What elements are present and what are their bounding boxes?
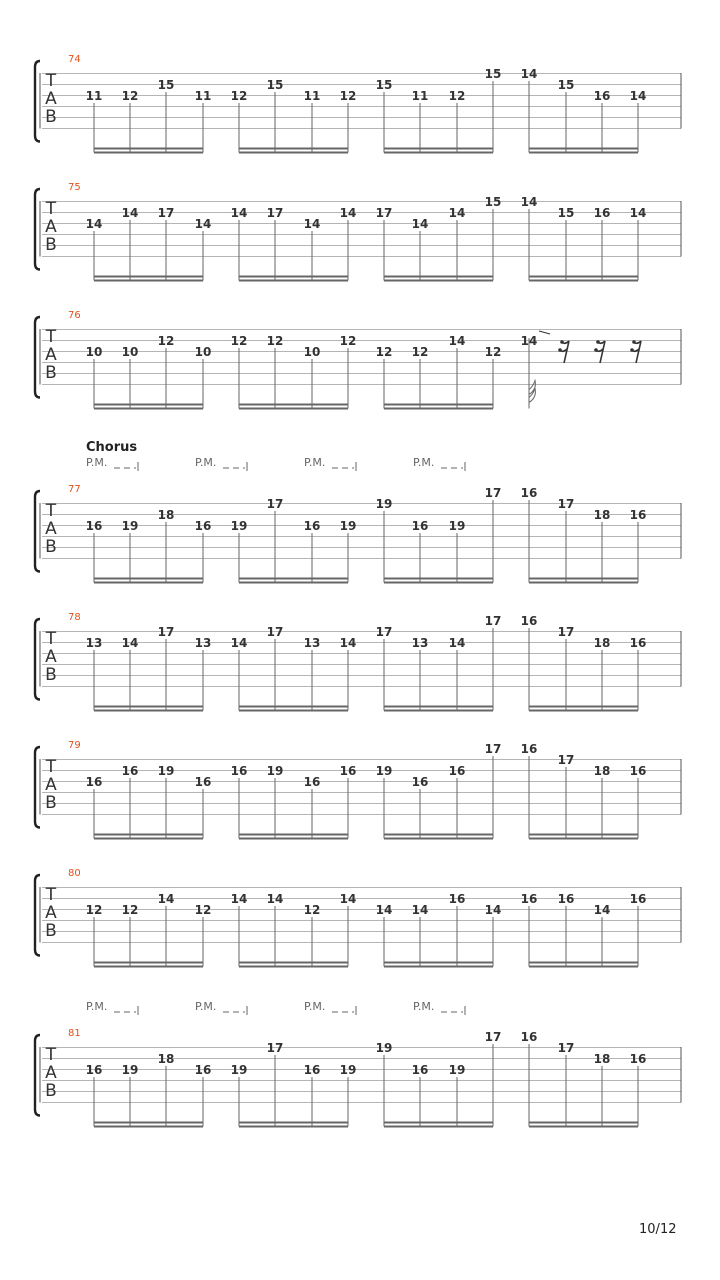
fret-number: 14 <box>266 892 284 906</box>
fret-number: 16 <box>411 519 429 533</box>
beam-line <box>529 578 638 580</box>
palm-mute-label: P.M. <box>195 1000 217 1013</box>
fret-number: 19 <box>230 519 248 533</box>
fret-number: 16 <box>629 764 647 778</box>
fret-number: 14 <box>339 206 357 220</box>
page-separator: / <box>655 1222 660 1237</box>
fret-number: 14 <box>484 903 502 917</box>
beam-line <box>94 710 203 712</box>
fret-number: 15 <box>557 206 575 220</box>
beam-line <box>94 706 203 708</box>
beam-line <box>94 276 203 278</box>
tab-system-74 <box>35 54 681 154</box>
tab-clef-letter: T <box>45 199 57 219</box>
note-flag <box>529 381 535 403</box>
beam-line <box>384 834 493 836</box>
fret-number: 10 <box>85 345 103 359</box>
fret-number: 14 <box>448 334 466 348</box>
fret-number: 11 <box>194 89 212 103</box>
tab-clef-letter: A <box>45 903 57 923</box>
fret-number: 17 <box>375 625 393 639</box>
beam-line <box>529 710 638 712</box>
measure-number: 75 <box>68 182 81 193</box>
fret-number: 16 <box>629 636 647 650</box>
fret-number: 19 <box>266 764 284 778</box>
fret-number: 12 <box>484 345 502 359</box>
beam-line <box>239 404 348 406</box>
fret-number: 17 <box>557 753 575 767</box>
fret-number: 14 <box>339 636 357 650</box>
tab-clef-letter: T <box>45 885 57 905</box>
palm-mute-label: P.M. <box>413 456 435 469</box>
beam-line <box>384 280 493 282</box>
tab-clef-letter: A <box>45 89 57 109</box>
fret-number: 18 <box>593 1052 611 1066</box>
beam-line <box>384 148 493 150</box>
beam-line <box>384 962 493 964</box>
system-bracket <box>35 619 40 700</box>
tab-clef-letter: B <box>45 107 57 127</box>
beam-line <box>94 834 203 836</box>
fret-number: 15 <box>557 78 575 92</box>
fret-number: 11 <box>85 89 103 103</box>
palm-mute-label: P.M. <box>86 456 108 469</box>
beam-line <box>239 838 348 840</box>
fret-number: 19 <box>121 1063 139 1077</box>
beam-line <box>94 582 203 584</box>
fret-number: 19 <box>375 497 393 511</box>
fret-number: 11 <box>411 89 429 103</box>
fret-number: 14 <box>411 903 429 917</box>
tab-clef-letter: T <box>45 71 57 91</box>
fret-number: 19 <box>339 519 357 533</box>
beam-line <box>529 152 638 154</box>
beam-line <box>94 962 203 964</box>
fret-number: 14 <box>303 217 321 231</box>
beam-line <box>529 1126 638 1128</box>
tab-clef-letter: B <box>45 363 57 383</box>
fret-number: 16 <box>303 1063 321 1077</box>
beam-line <box>529 706 638 708</box>
fret-number: 14 <box>629 89 647 103</box>
beam-line <box>94 404 203 406</box>
system-bracket <box>35 1035 40 1116</box>
beam-line <box>529 1122 638 1124</box>
fret-number: 14 <box>85 217 103 231</box>
fret-number: 14 <box>121 206 139 220</box>
beam-line <box>94 1126 203 1128</box>
beam-line <box>239 1126 348 1128</box>
fret-number: 14 <box>375 903 393 917</box>
beam-line <box>94 966 203 968</box>
fret-number: 19 <box>339 1063 357 1077</box>
fret-number: 10 <box>194 345 212 359</box>
fret-number: 17 <box>557 497 575 511</box>
fret-number: 14 <box>593 903 611 917</box>
fret-number: 17 <box>157 206 175 220</box>
fret-number: 16 <box>520 486 538 500</box>
fret-number: 17 <box>484 742 502 756</box>
beam-line <box>529 148 638 150</box>
rest-dot <box>560 340 564 344</box>
section-label: Chorus <box>86 440 138 455</box>
fret-number: 16 <box>629 508 647 522</box>
beam-line <box>239 578 348 580</box>
tab-clef-letter: A <box>45 519 57 539</box>
page-current: 10 <box>639 1222 656 1237</box>
rest-dot <box>594 348 598 352</box>
palm-mute-label: P.M. <box>304 1000 326 1013</box>
fret-number: 19 <box>448 519 466 533</box>
fret-number: 16 <box>411 775 429 789</box>
fret-number: 17 <box>266 206 284 220</box>
fret-number: 12 <box>339 89 357 103</box>
tab-clef-letter: A <box>45 647 57 667</box>
fret-number: 14 <box>411 217 429 231</box>
fret-number: 12 <box>121 89 139 103</box>
fret-number: 15 <box>484 67 502 81</box>
tab-clef-letter: T <box>45 629 57 649</box>
beam-line <box>384 706 493 708</box>
fret-number: 17 <box>157 625 175 639</box>
beam-line <box>384 1122 493 1124</box>
tab-clef-letter: B <box>45 665 57 685</box>
fret-number: 18 <box>593 508 611 522</box>
tab-clef-letter: B <box>45 537 57 557</box>
tab-system-81 <box>35 1000 681 1128</box>
page-total: 12 <box>659 1222 677 1237</box>
fret-number: 11 <box>303 89 321 103</box>
fret-number: 16 <box>593 206 611 220</box>
fret-number: 18 <box>593 636 611 650</box>
tab-clef-letter: B <box>45 921 57 941</box>
fret-number: 14 <box>520 67 538 81</box>
fret-number: 12 <box>375 345 393 359</box>
fret-number: 18 <box>157 508 175 522</box>
fret-number: 16 <box>85 519 103 533</box>
fret-number: 10 <box>303 345 321 359</box>
tab-clef-letter: B <box>45 793 57 813</box>
fret-number: 12 <box>230 89 248 103</box>
measure-number: 74 <box>68 54 81 65</box>
beam-line <box>529 280 638 282</box>
rest-dot <box>632 340 636 344</box>
beam-line <box>384 966 493 968</box>
fret-number: 12 <box>448 89 466 103</box>
beam-line <box>239 148 348 150</box>
system-bracket <box>35 61 40 142</box>
beam-line <box>94 148 203 150</box>
beam-line <box>94 838 203 840</box>
beam-line <box>529 582 638 584</box>
beam-line <box>384 408 493 410</box>
beam-line <box>239 276 348 278</box>
beam-line <box>529 962 638 964</box>
fret-number: 16 <box>629 1052 647 1066</box>
fret-number: 14 <box>520 334 538 348</box>
fret-number: 17 <box>266 1041 284 1055</box>
fret-number: 14 <box>194 217 212 231</box>
fret-number: 14 <box>448 636 466 650</box>
fret-number: 17 <box>484 486 502 500</box>
beam-line <box>94 152 203 154</box>
fret-number: 19 <box>121 519 139 533</box>
tab-clef-letter: A <box>45 775 57 795</box>
rest-dot <box>558 348 562 352</box>
fret-number: 18 <box>593 764 611 778</box>
slide-line <box>539 331 550 334</box>
system-bracket <box>35 317 40 398</box>
beam-line <box>94 578 203 580</box>
tab-clef-letter: A <box>45 1063 57 1083</box>
fret-number: 15 <box>375 78 393 92</box>
tab-system-79 <box>35 740 681 840</box>
fret-number: 14 <box>230 636 248 650</box>
fret-number: 18 <box>157 1052 175 1066</box>
fret-number: 16 <box>194 775 212 789</box>
fret-number: 17 <box>484 1030 502 1044</box>
fret-number: 12 <box>194 903 212 917</box>
fret-number: 12 <box>121 903 139 917</box>
palm-mute-label: P.M. <box>86 1000 108 1013</box>
beam-line <box>239 834 348 836</box>
fret-number: 14 <box>629 206 647 220</box>
fret-number: 16 <box>411 1063 429 1077</box>
fret-number: 17 <box>375 206 393 220</box>
tab-clef-letter: T <box>45 327 57 347</box>
beam-line <box>384 578 493 580</box>
tab-clef-letter: T <box>45 1045 57 1065</box>
beam-line <box>94 408 203 410</box>
palm-mute-label: P.M. <box>195 456 217 469</box>
rest-dot <box>630 348 634 352</box>
beam-line <box>239 706 348 708</box>
beam-line <box>529 834 638 836</box>
palm-mute-label: P.M. <box>304 456 326 469</box>
fret-number: 19 <box>375 1041 393 1055</box>
fret-number: 16 <box>339 764 357 778</box>
tab-clef-letter: T <box>45 501 57 521</box>
beam-line <box>529 966 638 968</box>
page-indicator <box>639 1222 676 1237</box>
rest-dot <box>596 340 600 344</box>
fret-number: 16 <box>520 614 538 628</box>
beam-line <box>384 710 493 712</box>
fret-number: 12 <box>230 334 248 348</box>
fret-number: 10 <box>121 345 139 359</box>
fret-number: 17 <box>484 614 502 628</box>
beam-line <box>239 710 348 712</box>
measure-number: 77 <box>68 484 81 495</box>
tab-system-77 <box>35 440 681 584</box>
fret-number: 16 <box>194 1063 212 1077</box>
fret-number: 16 <box>629 892 647 906</box>
beam-line <box>94 1122 203 1124</box>
fret-number: 19 <box>157 764 175 778</box>
fret-number: 14 <box>230 206 248 220</box>
palm-mute-label: P.M. <box>413 1000 435 1013</box>
fret-number: 13 <box>303 636 321 650</box>
fret-number: 15 <box>484 195 502 209</box>
measure-number: 79 <box>68 740 81 751</box>
fret-number: 14 <box>157 892 175 906</box>
fret-number: 16 <box>85 1063 103 1077</box>
fret-number: 16 <box>520 1030 538 1044</box>
fret-number: 16 <box>303 775 321 789</box>
fret-number: 14 <box>121 636 139 650</box>
system-bracket <box>35 189 40 270</box>
tab-clef-letter: A <box>45 217 57 237</box>
fret-number: 13 <box>194 636 212 650</box>
measure-number: 78 <box>68 612 81 623</box>
fret-number: 16 <box>593 89 611 103</box>
fret-number: 19 <box>375 764 393 778</box>
beam-line <box>384 1126 493 1128</box>
tab-clef-letter: B <box>45 1081 57 1101</box>
tab-system-78 <box>35 612 681 712</box>
fret-number: 16 <box>303 519 321 533</box>
fret-number: 17 <box>557 1041 575 1055</box>
fret-number: 16 <box>448 764 466 778</box>
fret-number: 16 <box>448 892 466 906</box>
tab-system-76 <box>35 310 681 410</box>
beam-line <box>239 280 348 282</box>
beam-line <box>384 582 493 584</box>
beam-line <box>384 404 493 406</box>
fret-number: 12 <box>266 334 284 348</box>
fret-number: 16 <box>520 742 538 756</box>
measure-number: 81 <box>68 1028 81 1039</box>
beam-line <box>529 276 638 278</box>
tab-system-75 <box>35 182 681 282</box>
beam-line <box>384 152 493 154</box>
fret-number: 17 <box>266 497 284 511</box>
fret-number: 17 <box>266 625 284 639</box>
system-bracket <box>35 491 40 572</box>
measure-number: 76 <box>68 310 81 321</box>
fret-number: 15 <box>266 78 284 92</box>
beam-line <box>239 966 348 968</box>
tab-clef-letter: B <box>45 235 57 255</box>
fret-number: 16 <box>230 764 248 778</box>
fret-number: 14 <box>448 206 466 220</box>
system-bracket <box>35 747 40 828</box>
fret-number: 12 <box>85 903 103 917</box>
beam-line <box>94 280 203 282</box>
beam-line <box>384 838 493 840</box>
fret-number: 14 <box>339 892 357 906</box>
beam-line <box>239 582 348 584</box>
fret-number: 16 <box>85 775 103 789</box>
beam-line <box>239 408 348 410</box>
measure-number: 80 <box>68 868 81 879</box>
beam-line <box>529 838 638 840</box>
fret-number: 16 <box>121 764 139 778</box>
beam-line <box>239 962 348 964</box>
tab-system-80 <box>35 868 681 968</box>
fret-number: 13 <box>411 636 429 650</box>
fret-number: 12 <box>411 345 429 359</box>
fret-number: 12 <box>157 334 175 348</box>
tab-clef-letter: T <box>45 757 57 777</box>
beam-line <box>239 152 348 154</box>
fret-number: 15 <box>157 78 175 92</box>
fret-number: 13 <box>85 636 103 650</box>
fret-number: 12 <box>339 334 357 348</box>
beam-line <box>384 276 493 278</box>
fret-number: 19 <box>448 1063 466 1077</box>
fret-number: 14 <box>520 195 538 209</box>
tab-clef-letter: A <box>45 345 57 365</box>
fret-number: 19 <box>230 1063 248 1077</box>
beam-line <box>239 1122 348 1124</box>
fret-number: 12 <box>303 903 321 917</box>
fret-number: 16 <box>520 892 538 906</box>
fret-number: 17 <box>557 625 575 639</box>
fret-number: 14 <box>230 892 248 906</box>
fret-number: 16 <box>194 519 212 533</box>
system-bracket <box>35 875 40 956</box>
fret-number: 16 <box>557 892 575 906</box>
